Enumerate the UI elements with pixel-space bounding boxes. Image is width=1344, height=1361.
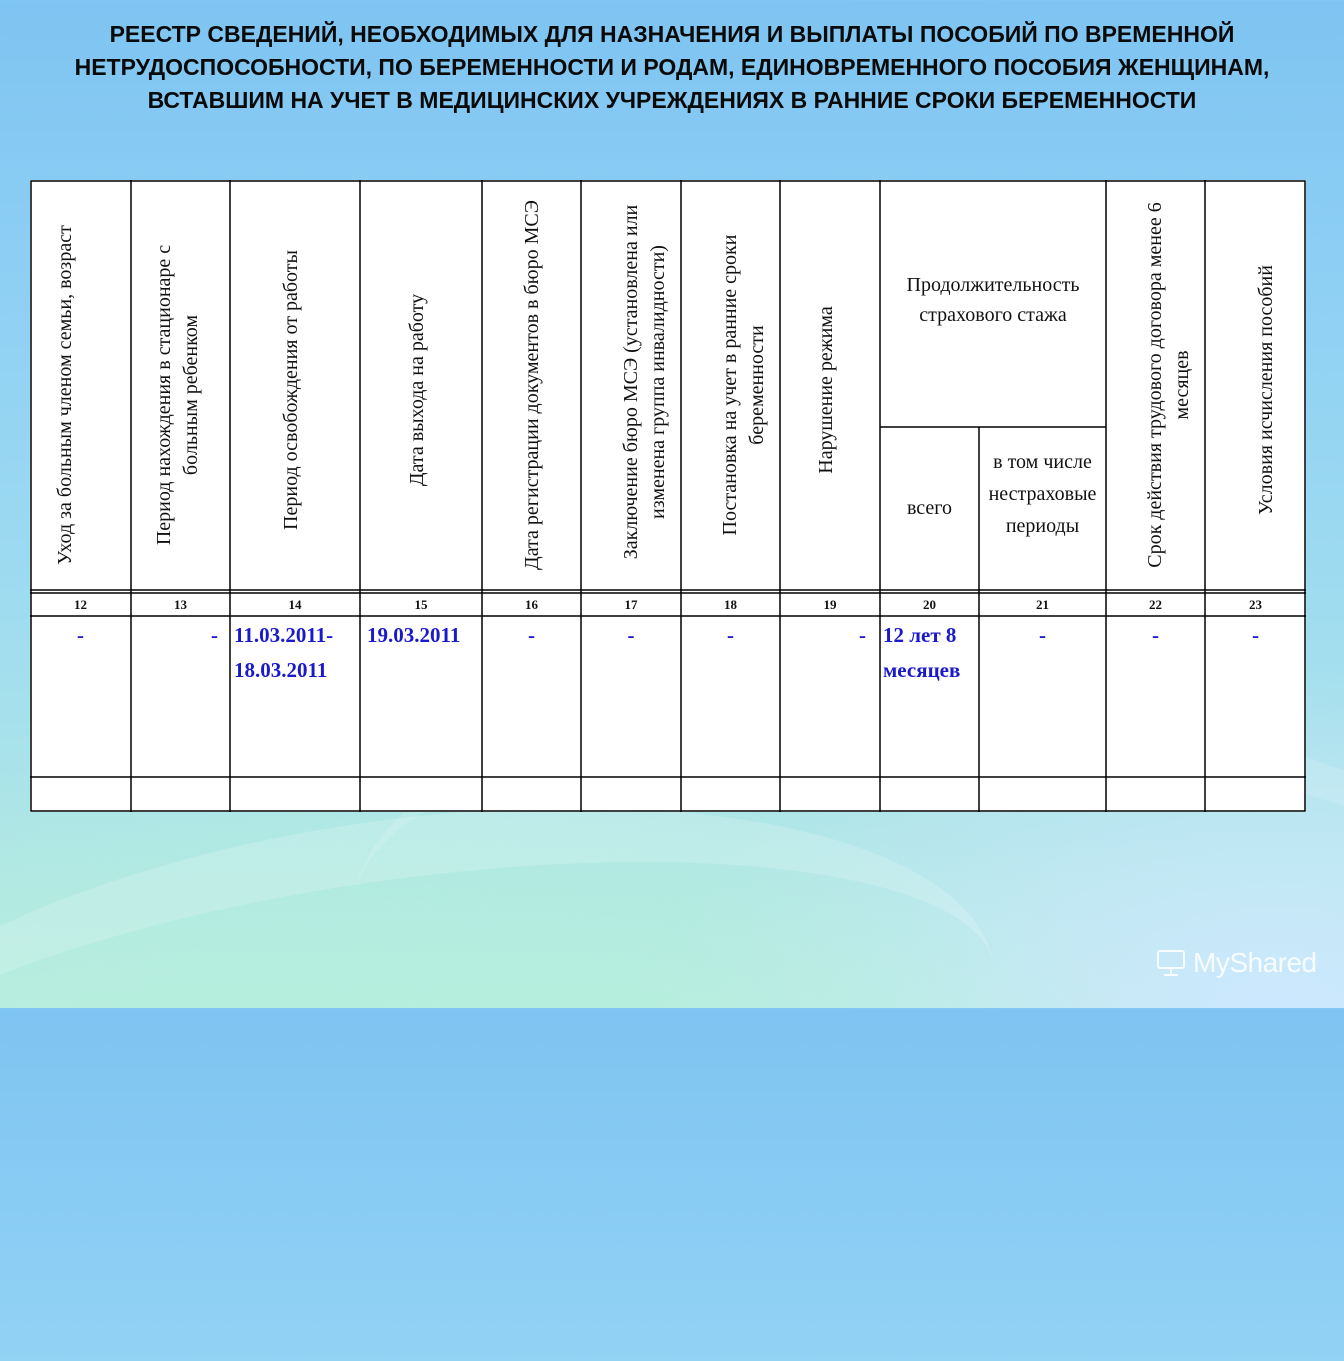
header-mse-conclusion: Заключение бюро МСЭ (установлена или изменена группа инвалидности) — [620, 204, 669, 560]
header-release-period: Период освобождения от работы — [280, 250, 302, 530]
header-early-registration: Постановка на учет в ранние сроки беременности — [719, 234, 768, 536]
column-number: 13 — [174, 597, 187, 612]
watermark — [1155, 944, 1325, 984]
page-title: РЕЕСТР СВЕДЕНИЙ, НЕОБХОДИМЫХ ДЛЯ НАЗНАЧЕНИЯ И ВЫПЛАТЫ ПОСОБИЙ ПО ВРЕМЕННОЙ НЕТРУДОСПОСОБНОСТИ, ПО БЕРЕМЕННОСТИ И РОДАМ, ЕДИНОВРЕМЕННОГО ПОСОБИЯ ЖЕНЩИНАМ, ВСТАВШИМ НА УЧЕТ В МЕДИЦИНСКИХ УЧРЕЖДЕНИЯХ В РАННИЕ СРОКИ БЕРЕМЕННОСТИ — [74, 21, 1270, 113]
column-number: 21 — [1036, 597, 1049, 612]
header-care-family: Уход за больным членом семьи, возраст — [54, 225, 76, 565]
column-number: 19 — [823, 597, 837, 612]
header-return-date: Дата выхода на работу — [406, 293, 428, 487]
cell-value: - — [1152, 623, 1159, 647]
column-number: 16 — [525, 597, 538, 612]
cell-value: - — [1039, 623, 1046, 647]
cell-value: 11.03.2011-18.03.2011 — [234, 623, 334, 682]
presentation-icon — [1155, 946, 1189, 978]
header-mse-registration: Дата регистрации документов в бюро МСЭ — [521, 200, 543, 570]
column-number: 17 — [624, 597, 638, 612]
header-contract-term: Срок действия трудового договора менее 6 месяцев — [1144, 202, 1193, 568]
header-calc-conditions: Условия исчисления пособий — [1255, 265, 1277, 515]
header-hospital-period: Период нахождения в стационаре с больным ребенком — [153, 244, 202, 546]
column-number: 12 — [74, 597, 87, 612]
cell-value: 19.03.2011 — [367, 623, 461, 647]
column-number: 18 — [724, 597, 737, 612]
cell-value: - — [627, 623, 635, 647]
column-number: 23 — [1249, 597, 1262, 612]
column-number: 20 — [923, 597, 936, 612]
header-insurance-length: Продолжительность страхового стажа — [906, 274, 1080, 326]
cell-value: - — [528, 623, 535, 647]
cell-value: - — [1252, 623, 1259, 647]
cell-value: - — [727, 623, 734, 647]
header-non-insurance: в том числе нестраховые периоды — [988, 451, 1097, 537]
header-regime-violation: Нарушение режима — [815, 306, 837, 474]
cell-value: - — [859, 623, 866, 647]
registry-table — [30, 180, 1306, 812]
watermark-text: MyShared — [1193, 947, 1317, 978]
column-number: 22 — [1149, 597, 1162, 612]
cell-value: - — [77, 623, 84, 647]
cell-value: - — [211, 623, 218, 647]
cell-value: 12 лет 8 месяцев — [883, 623, 961, 682]
column-number: 14 — [288, 597, 302, 612]
header-total: всего — [906, 497, 953, 519]
column-number: 15 — [414, 597, 428, 612]
